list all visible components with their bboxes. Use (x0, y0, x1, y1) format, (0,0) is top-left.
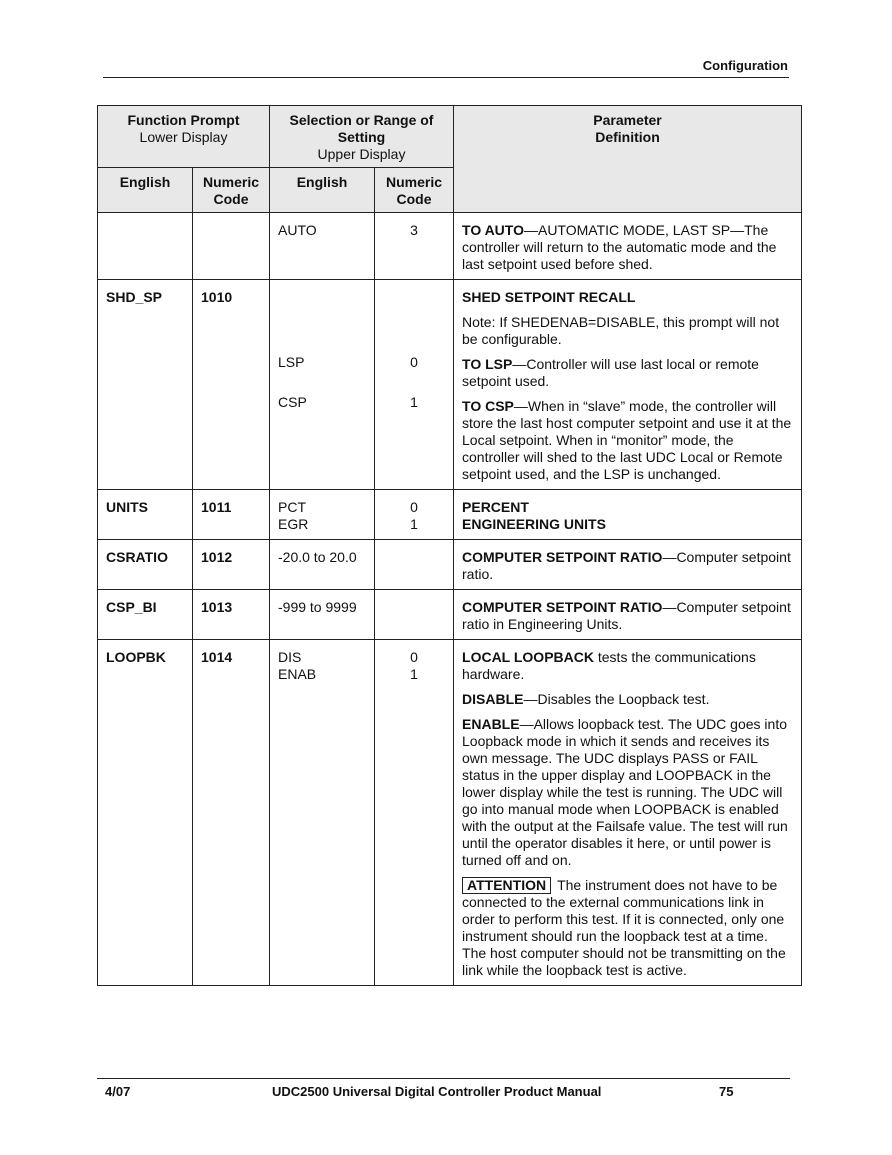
footer-date: 4/07 (105, 1084, 131, 1099)
code-cell: 1012 (193, 540, 270, 590)
footer-title: UDC2500 Universal Digital Controller Product Manual (272, 1084, 602, 1099)
setting-code-cell: 0 1 (375, 640, 454, 986)
table-row (98, 540, 802, 590)
table-row (98, 490, 802, 540)
english-setting-header: English (270, 168, 375, 213)
parameter-definition-header: Parameter Definition (454, 106, 802, 213)
header-divider (103, 77, 789, 78)
setting-code-cell: 3 (375, 213, 454, 280)
prompt-cell: SHD_SP (98, 280, 193, 490)
setting-cell: DIS ENAB (270, 640, 375, 986)
prompt-cell: CSP_BI (98, 590, 193, 640)
setting-cell: -999 to 9999 (270, 590, 375, 640)
selection-header: Selection or Range of Setting Upper Display (270, 106, 454, 168)
definition-cell: COMPUTER SETPOINT RATIO—Computer setpoint ratio. (454, 540, 802, 590)
table-row (98, 213, 802, 280)
setting-cell: -20.0 to 20.0 (270, 540, 375, 590)
code-cell (193, 213, 270, 280)
configuration-table (97, 105, 802, 986)
section-title: Configuration (702, 58, 788, 73)
code-cell: 1011 (193, 490, 270, 540)
definition-cell: PERCENT ENGINEERING UNITS (454, 490, 802, 540)
numeric-code-header: Numeric Code (193, 168, 270, 213)
table-header-row (98, 106, 802, 168)
code-cell: 1013 (193, 590, 270, 640)
numeric-setting-header: Numeric Code (375, 168, 454, 213)
setting-code-cell (375, 540, 454, 590)
function-prompt-header: Function Prompt Lower Display (98, 106, 270, 168)
prompt-cell: LOOPBK (98, 640, 193, 986)
setting-code-cell: 0 1 (375, 280, 454, 490)
code-cell: 1010 (193, 280, 270, 490)
setting-code-cell: 0 1 (375, 490, 454, 540)
definition-cell: COMPUTER SETPOINT RATIO—Computer setpoint ratio in Engineering Units. (454, 590, 802, 640)
english-prompt-header: English (98, 168, 193, 213)
table-row (98, 280, 802, 490)
setting-cell: LSP CSP (270, 280, 375, 490)
definition-cell: LOCAL LOOPBACK tests the communications hardware. DISABLE—Disables the Loopback test. ENABLE—Allows loopback test. The UDC goes into Loopback mode in which it sends and receives its own message. The UDC displays PASS or FAIL status in the upper display and LOOPBACK in the lower display while the test is running. The UDC will go into manual mode when LOOPBACK is enabled with the output at the Failsafe value. The test will run until the operator disables it here, or until power is turned off and on. ATTENTION The instrument does not have to be connected to the external communications link in order to perform this test. If it is connected, only one instrument should run the loopback test at a time. The host computer should not be transmitting on the link while the loopback test is active. (454, 640, 802, 986)
prompt-cell (98, 213, 193, 280)
setting-cell: AUTO (270, 213, 375, 280)
prompt-cell: UNITS (98, 490, 193, 540)
attention-badge: ATTENTION (462, 877, 551, 894)
setting-cell: PCT EGR (270, 490, 375, 540)
definition-cell: TO AUTO—AUTOMATIC MODE, LAST SP—The controller will return to the automatic mode and the last setpoint used before shed. (454, 213, 802, 280)
attention-note: ATTENTION The instrument does not have to be connected to the external communications link in order to perform this test. If it is connected, only one instrument should run the loopback test at a time. The host computer should not be transmitting on the link while the loopback test is active. (462, 877, 786, 978)
prompt-cell: CSRATIO (98, 540, 193, 590)
table-row (98, 640, 802, 986)
code-cell: 1014 (193, 640, 270, 986)
footer-divider (97, 1078, 790, 1079)
setting-code-cell (375, 590, 454, 640)
table-row (98, 590, 802, 640)
definition-cell: SHED SETPOINT RECALL Note: If SHEDENAB=DISABLE, this prompt will not be configurable. TO LSP—Controller will use last local or remote setpoint used. TO CSP—When in “slave” mode, the controller will store the last host computer setpoint and use it at the Local setpoint. When in “monitor” mode, the controller will shed to the last UDC Local or Remote setpoint used, and the LSP is unchanged. (454, 280, 802, 490)
page-number: 75 (719, 1084, 734, 1099)
